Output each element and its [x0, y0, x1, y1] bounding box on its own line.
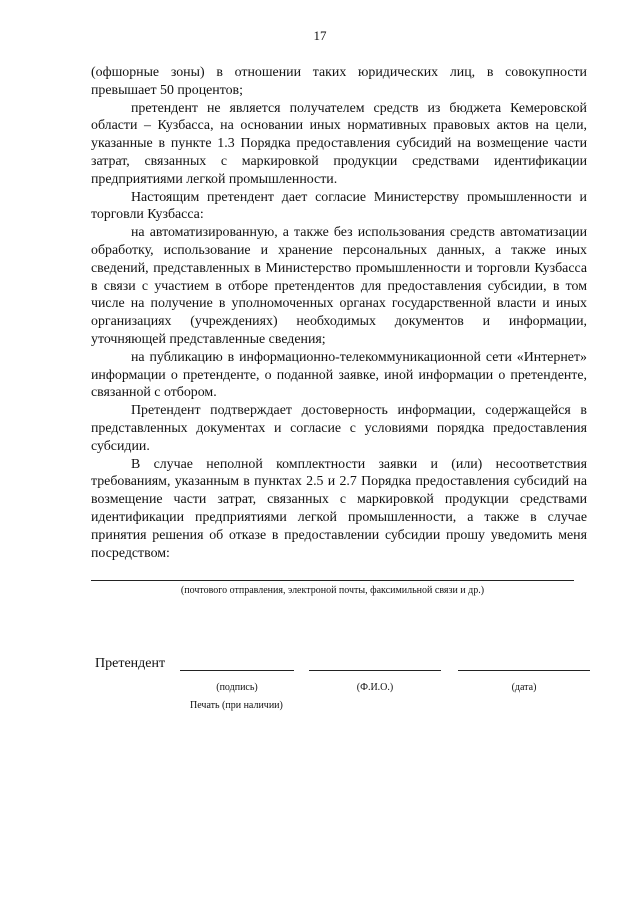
notification-method-caption: (почтового отправления, электроной почты, факсимильной связи и др.)	[180, 585, 485, 596]
page-number: 17	[313, 28, 327, 43]
paragraph-budget-funds: претендент не является получателем средств из бюджета Кемеровской области – Кузбасса, на основании иных нормативных правовых актов на цели, указанные в пункте 1.3 Порядка предоставления субсидий на возмещение части затрат, связанных с маркировкой продукции средствами идентификации предприятиями легкой промышленности.	[91, 100, 587, 187]
paragraph-publication: на публикацию в информационно-телекоммуникационной сети «Интернет» информации о претенденте, о поданной заявке, иной информации о претенденте, связанной с отбором.	[91, 349, 587, 401]
stamp-note: Печать (при наличии)	[190, 700, 283, 711]
signature-line	[180, 670, 294, 671]
signature-row	[91, 656, 591, 676]
notification-method-line	[91, 580, 574, 581]
applicant-label: Претендент	[95, 656, 166, 671]
date-line	[458, 670, 590, 671]
paragraph-offshore: (офшорные зоны) в отношении таких юридических лиц, в совокупности превышает 50 процентов;	[91, 65, 587, 98]
full-name-caption: (Ф.И.О.)	[356, 682, 394, 693]
signature-caption: (подпись)	[216, 682, 258, 693]
body-text	[91, 64, 587, 562]
date-caption: (дата)	[511, 682, 537, 693]
full-name-line	[309, 670, 441, 671]
paragraph-consent: Настоящим претендент дает согласие Министерству промышленности и торговли Кузбасса:	[91, 189, 587, 223]
paragraph-data-processing: на автоматизированную, а также без использования средств автоматизации обработку, использование и хранение персональных данных, а также иных сведений, представленных в Министерство промышленности и торговли Кузбасса в связи с участием в отборе претендентов для предоставления субсидии, в том числе на получение в уполномоченных органах государственной власти и иных организациях (учреждениях) необходимых документов и информации, уточняющей представленные сведения;	[91, 225, 587, 347]
paragraph-confirmation: Претендент подтверждает достоверность информации, содержащейся в представленных документах и согласие с условиями порядка предоставления субсидии.	[91, 403, 587, 454]
paragraph-notification: В случае неполной комплектности заявки и (или) несоответствия требованиям, указанным в пунктах 2.5 и 2.7 Порядка предоставления субсидий на возмещение части затрат, связанных с маркировкой продукции средствами идентификации предприятиями легкой промышленности, а также в случае принятия решения об отказе в предоставлении субсидии прошу уведомить меня посредством:	[91, 456, 587, 561]
